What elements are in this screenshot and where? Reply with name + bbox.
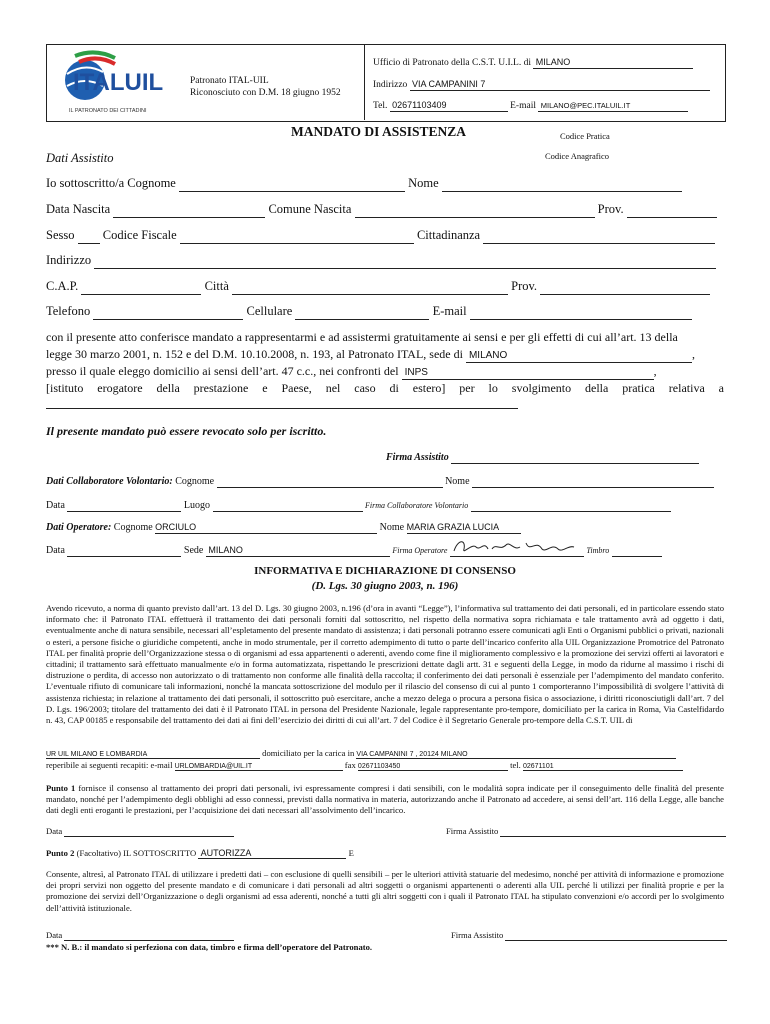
timbro-label: Timbro — [586, 546, 610, 555]
prov2-label: Prov. — [511, 279, 538, 293]
domiciliato-value: VIA CAMPANINI 7 , 20124 MILANO — [356, 751, 468, 758]
dati-assistito-heading: Dati Assistito — [46, 151, 114, 165]
timbro-field[interactable] — [612, 545, 662, 557]
row-collaboratore — [46, 476, 714, 488]
codice-anagrafico-label: Codice Anagrafico — [545, 151, 609, 161]
fax-label: fax — [344, 760, 356, 770]
nome-label: Nome — [408, 176, 439, 190]
citta-field[interactable] — [232, 279, 508, 295]
punto2-suffix: E — [348, 848, 354, 858]
confronti-field[interactable] — [402, 364, 654, 380]
punto1-firma-row — [446, 826, 726, 837]
sesso-field[interactable] — [78, 228, 100, 244]
punto2-value: AUTORIZZA — [200, 848, 252, 858]
operatore-cognome-value: ORCIULO — [155, 522, 197, 532]
punto2-text: (Facoltativo) IL SOTTOSCRITTO — [76, 848, 197, 858]
punto2-firma-field[interactable] — [505, 930, 727, 941]
row-cognome-nome — [46, 176, 682, 192]
telefono-label: Telefono — [46, 304, 91, 318]
firma-assistito-label: Firma Assistito — [386, 452, 449, 463]
row-indirizzo — [46, 253, 716, 269]
logo-wordmark: ITALUIL — [73, 69, 164, 96]
indirizzo-assistito-field[interactable] — [94, 253, 716, 269]
confronti-value: INPS — [404, 367, 428, 378]
punto2-data-label: Data — [46, 930, 63, 940]
punto2-field[interactable] — [198, 848, 346, 859]
codice-fiscale-label: Codice Fiscale — [102, 228, 177, 242]
tel-info-field[interactable] — [523, 760, 683, 771]
collaboratore-label: Dati Collaboratore Volontario: — [46, 476, 173, 487]
ufficio-field[interactable] — [533, 57, 693, 69]
punto2-label: Punto 2 — [46, 848, 75, 858]
reperibile-email-value: URLOMBARDIA@UIL.IT — [174, 763, 253, 770]
punto1-data-field[interactable] — [64, 826, 234, 837]
tel-info-label: tel. — [510, 760, 521, 770]
ufficio-label: Ufficio di Patronato della C.S.T. U.I.L. di — [373, 58, 531, 68]
operatore-firma-label: Firma Operatore — [392, 546, 448, 555]
citta-label: Città — [204, 279, 229, 293]
operatore-firma-field[interactable] — [450, 545, 584, 557]
email-assistito-label: E-mail — [432, 304, 467, 318]
punto1-data-label: Data — [46, 826, 63, 836]
mandate-line-4: [istituto erogatore della prestazione e Paese, nel caso di estero] per lo svolgimento della pratica relativa a — [46, 381, 724, 395]
tel-info-value: 02671101 — [522, 763, 554, 770]
patronato-recognition: Riconosciuto con D.M. 18 giugno 1952 — [190, 88, 341, 98]
cittadinanza-label: Cittadinanza — [416, 228, 481, 242]
firma-assistito-field[interactable] — [451, 452, 699, 464]
prov2-field[interactable] — [540, 279, 710, 295]
reperibile-row — [46, 760, 683, 771]
cellulare-label: Cellulare — [246, 304, 293, 318]
indirizzo-assistito-label: Indirizzo — [46, 253, 92, 267]
operatore-cognome-label: Cognome — [113, 522, 153, 533]
uil-value: UR UIL MILANO E LOMBARDIA — [46, 751, 148, 758]
collaboratore-cognome-label: Cognome — [175, 476, 215, 487]
operatore-signature — [450, 537, 584, 557]
collaboratore-data-label: Data — [46, 500, 65, 511]
tel-label: Tel. — [373, 101, 388, 111]
punto2-data-field[interactable] — [64, 930, 234, 941]
row-contatti — [46, 304, 692, 320]
fax-value: 02671103450 — [357, 763, 401, 770]
collaboratore-firma-label: Firma Collaboratore Volontario — [365, 501, 469, 510]
punto2-consenso: Consente, altresì, al Patronato ITAL di utilizzare i predetti dati – con esclusione di quelli sensibili – per le ulteriori attività statuarie del medesimo, nonché per attività di informazione e promozione dei propri servizi non oggetto del presente mandato e di comunicare i dati personali ad altri soggetti o organismi appartenenti o aderenti alla UIL perché li utilizzi per finalità proprie e per la promozione dei servizi dell’Organizzazione o degli organismi ad essa aderenti, nonché a tutti gli altri soggetti con i quali il Patronato ITAL ha stipulato convenzioni e/o accordi per lo svolgimento dell’attività istituzionale. — [46, 869, 724, 913]
cognome-label: Io sottoscritto/a Cognome — [46, 176, 176, 190]
collaboratore-cognome-field[interactable] — [217, 476, 443, 488]
operatore-cognome-field[interactable] — [155, 522, 377, 534]
reperibile-email-field[interactable] — [175, 760, 343, 771]
data-nascita-label: Data Nascita — [46, 202, 111, 216]
comune-nascita-label: Comune Nascita — [268, 202, 352, 216]
email-value: MILANO@PEC.ITALUIL.IT — [540, 101, 631, 110]
punto1-label: Punto 1 — [46, 783, 76, 793]
row-operatore-data — [46, 545, 662, 557]
sesso-label: Sesso — [46, 228, 75, 242]
patronato-name: Patronato ITAL-UIL — [190, 76, 269, 86]
email-assistito-field[interactable] — [470, 304, 692, 320]
reperibile-label: reperibile ai seguenti recapiti: e-mail — [46, 760, 173, 770]
footer-note: *** N. B.: il mandato si perfeziona con data, timbro e firma dell’operatore del Patronato. — [46, 942, 373, 952]
indirizzo-row — [373, 79, 710, 91]
cap-label: C.A.P. — [46, 279, 79, 293]
email-label: E-mail — [510, 101, 536, 111]
indirizzo-value: VIA CAMPANINI 7 — [412, 79, 486, 89]
mandate-line-2: legge 30 marzo 2001, n. 152 e del D.M. 10.10.2008, n. 193, al Patronato ITAL, sede di MILANO , — [46, 347, 695, 361]
operatore-data-label: Data — [46, 545, 65, 556]
collaboratore-data-field[interactable] — [67, 500, 181, 512]
ufficio-value: MILANO — [535, 57, 571, 67]
operatore-label: Dati Operatore: — [46, 522, 112, 533]
punto2-firma-label: Firma Assistito — [451, 930, 504, 940]
cittadinanza-field[interactable] — [483, 228, 715, 244]
uil-row — [46, 748, 676, 759]
ufficio-row — [373, 57, 693, 69]
cellulare-field[interactable] — [295, 304, 429, 320]
mandate-line-2-text: legge 30 marzo 2001, n. 152 e del D.M. 10.10.2008, n. 193, al Patronato ITAL, sede di — [46, 347, 463, 361]
punto2-data-row — [46, 930, 234, 941]
operatore-nome-field[interactable] — [407, 522, 521, 534]
tel-value: 02671103409 — [392, 100, 447, 110]
page-title: MANDATO DI ASSISTENZA — [291, 124, 467, 139]
email-field[interactable] — [538, 101, 688, 112]
indirizzo-field[interactable] — [410, 79, 710, 91]
punto1-firma-label: Firma Assistito — [446, 826, 499, 836]
indirizzo-label: Indirizzo — [373, 80, 408, 90]
domiciliato-field[interactable] — [356, 748, 676, 759]
tel-email-row — [373, 100, 688, 112]
sede-value: MILANO — [468, 350, 508, 361]
row-nascita — [46, 202, 717, 218]
data-nascita-field[interactable] — [113, 202, 265, 218]
row-cap-citta — [46, 279, 710, 295]
fax-field[interactable] — [358, 760, 508, 771]
mandate-line-3: presso il quale eleggo domicilio ai sensi dell’art. 47 c.c., nei confronti del INPS , — [46, 364, 657, 378]
punto2-row — [46, 848, 354, 859]
header-divider — [364, 44, 365, 120]
operatore-sede-value: MILANO — [208, 545, 243, 555]
nome-field[interactable] — [442, 176, 682, 192]
firma-assistito-row — [386, 452, 699, 464]
cognome-field[interactable] — [179, 176, 405, 192]
collaboratore-luogo-field[interactable] — [213, 500, 363, 512]
operatore-sede-label: Sede — [183, 545, 204, 556]
row-operatore — [46, 522, 521, 534]
operatore-nome-value: MARIA GRAZIA LUCIA — [406, 522, 500, 532]
punto1-data-row — [46, 826, 234, 837]
collaboratore-nome-label: Nome — [445, 476, 470, 487]
prov-label: Prov. — [597, 202, 624, 216]
informativa-subtitle: (D. Lgs. 30 giugno 2003, n. 196) — [311, 580, 459, 592]
row-sesso-cf — [46, 228, 715, 244]
informativa-body: Avendo ricevuto, a norma di quanto previsto dall’art. 13 del D. Lgs. 30 giugno 2003, n.196 (d’ora in avanti “Legge”), l’informativa sul trattamento dei dati personali, ed in particolare essendo stato informato che: il Patronato ITAL effettuerà il trattamento dei dati personali forniti dal sottoscritto, nel rispetto della normativa sopra richiamata e tale trattamento avrà ad oggetto i dati, eventualmente anche di natura sensibile, necessari all’espletamento del presente mandato di assistenza; i dati personali potranno essere comunicati agli Enti o Organismi pubblici o privati, nazionali o esteri, a persone fisiche o giuridiche competenti, anche in modo strumentale, per il corretto adempimento di tutto o parte dell’incarico conferito alla UIL Organizzazione Promotrice del Patronato ITAL per finalità proprie dell’Organizzazione stessa o di organismi ad essa appartenenti o aderenti, avendo come fine il miglioramento complessivo e la promozione dei servizi offerti ai lavoratori e cittadini; il trattamento sarà effettuato manualmente e/o in forma automatizzata, rispettando le prescrizioni dettate dagli artt. 31 e seguenti della Legge, in modo da ridurne al massimo i rischi di distruzione o perdita, di accesso non autorizzato o di trattamento non conforme alle finalità della raccolta; il conferimento dei dati personali è essenziale per l’adempimento del mandato conferito. L’eventuale rifiuto di comunicare tali informazioni, nonché la mancata sottoscrizione del modulo per il rilascio del consenso di cui al punto 1 comporteranno l’impossibilità di svolgere l’attività di assistenza richiesta; in relazione al trattamento dei dati personali, il sottoscritto può esercitare, anche a mezzo delega o procura a persona fisica o associazione, i diritti riconosciutigli dall’art. 7 del D. Lgs. 196/2003; titolare del trattamento dei dati è il Patronato ITAL in persona del Presidente Nazionale, legale rappresentante pro-tempore, domiciliato per la carica in Roma, Via Castelfidardo n. 43, CAP 00185 e responsabile del trattamento dei dati ai fini dell’esercizio dei diritti di cui all’art. 7 del Codice è il Segretario Generale pro-tempore della C.S.T. UIL di — [46, 603, 724, 726]
prov-field[interactable] — [627, 202, 717, 218]
operatore-sede-field[interactable] — [206, 545, 390, 557]
informativa-title: INFORMATIVA E DICHIARAZIONE DI CONSENSO — [254, 565, 516, 577]
uil-field[interactable] — [46, 748, 260, 759]
comune-nascita-field[interactable] — [355, 202, 595, 218]
codice-pratica-label: Codice Pratica — [560, 131, 610, 141]
collaboratore-nome-field[interactable] — [472, 476, 714, 488]
mandate-line-1: con il presente atto conferisce mandato a rappresentarmi e ad assistermi gratuitamente ai sensi e per gli effetti di cui all’art. 13 della — [46, 330, 678, 344]
punto2-firma-row — [451, 930, 727, 941]
punto1-firma-field[interactable] — [500, 826, 726, 837]
telefono-field[interactable] — [93, 304, 243, 320]
logo-tagline: IL PATRONATO DEI CITTADINI — [69, 108, 147, 114]
cap-field[interactable] — [81, 279, 201, 295]
sede-field[interactable] — [466, 347, 692, 363]
domiciliato-label: domiciliato per la carica in — [262, 748, 355, 758]
punto1-body: fornisce il consenso al trattamento dei propri dati personali, ivi espressamente compresi i dati sensibili, con le modalità sopra indicate per il conseguimento delle finalità del presente mandato, nonché per l’adempimento degli obblighi ad esso connessi, previsti dalla normativa in materia, autorizzando anche il Patronato ad accedere, ai sensi dell’art. 116 della Legge, alle banche dati degli enti eroganti le prestazioni, per l’acquisizione dei dati necessari all’assolvimento dell’incarico. — [46, 783, 724, 816]
revocato-note: Il presente mandato può essere revocato solo per iscritto. — [46, 424, 327, 438]
italuil-logo — [55, 48, 181, 118]
operatore-nome-label: Nome — [379, 522, 405, 533]
mandate-line-3-text: presso il quale eleggo domicilio ai sensi dell’art. 47 c.c., nei confronti del — [46, 364, 399, 378]
pratica-field[interactable] — [46, 408, 518, 409]
tel-field[interactable] — [390, 100, 508, 112]
collaboratore-firma-field[interactable] — [471, 500, 671, 512]
row-collaboratore-data — [46, 500, 671, 512]
codice-fiscale-field[interactable] — [180, 228, 414, 244]
logo-graphic — [55, 48, 181, 118]
operatore-data-field[interactable] — [67, 545, 181, 557]
punto1-text — [46, 783, 724, 817]
collaboratore-luogo-label: Luogo — [183, 500, 210, 511]
